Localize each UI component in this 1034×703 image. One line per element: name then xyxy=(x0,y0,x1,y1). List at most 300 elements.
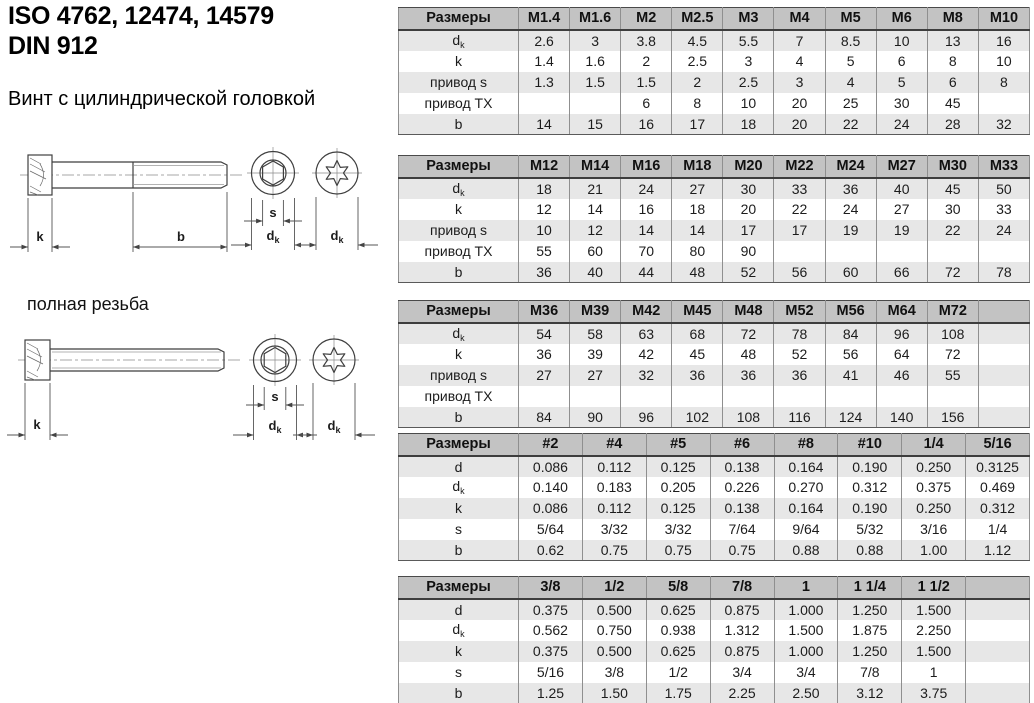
attribute-label: привод s xyxy=(399,72,519,93)
value-cell: 48 xyxy=(672,262,723,283)
spec-row xyxy=(399,456,1030,477)
value-cell xyxy=(966,641,1030,662)
value-cell: 1.3 xyxy=(519,72,570,93)
value-cell: 33 xyxy=(978,199,1029,220)
spec-row xyxy=(399,241,1030,262)
value-cell: 0.312 xyxy=(838,477,902,498)
dim-label-s: s xyxy=(271,389,279,404)
attribute-label: b xyxy=(399,540,519,561)
value-cell: 44 xyxy=(621,262,672,283)
value-cell: 0.375 xyxy=(902,477,966,498)
spec-row xyxy=(399,519,1030,540)
value-cell: 0.500 xyxy=(582,641,646,662)
value-cell: 30 xyxy=(723,178,774,199)
value-cell: 0.112 xyxy=(582,498,646,519)
value-cell: 17 xyxy=(672,114,723,135)
value-cell xyxy=(966,599,1030,620)
value-cell: 8.5 xyxy=(825,30,876,51)
value-cell: 18 xyxy=(519,178,570,199)
value-cell: 30 xyxy=(927,199,978,220)
value-cell: 72 xyxy=(927,344,978,365)
spec-row xyxy=(399,662,1030,683)
value-cell: 0.190 xyxy=(838,498,902,519)
page-title xyxy=(8,2,274,61)
value-cell: 6 xyxy=(927,72,978,93)
value-cell: 1.75 xyxy=(646,683,710,703)
value-cell: 15 xyxy=(570,114,621,135)
value-cell xyxy=(774,241,825,262)
attribute-label: $d_k$ xyxy=(399,178,519,199)
value-cell: 1.50 xyxy=(582,683,646,703)
value-cell: 12 xyxy=(570,220,621,241)
screw-head-side xyxy=(28,155,52,195)
size-column-header: M30 xyxy=(927,156,978,178)
value-cell xyxy=(927,386,978,407)
value-cell: 6 xyxy=(621,93,672,114)
spec-row xyxy=(399,30,1030,51)
value-cell: 0.88 xyxy=(838,540,902,561)
value-cell: 0.750 xyxy=(582,620,646,641)
value-cell: 22 xyxy=(825,114,876,135)
value-cell: 84 xyxy=(519,407,570,428)
value-cell xyxy=(774,386,825,407)
value-cell: 3.75 xyxy=(902,683,966,703)
value-cell: 70 xyxy=(621,241,672,262)
value-cell: 68 xyxy=(672,323,723,344)
value-cell: 5/32 xyxy=(838,519,902,540)
value-cell: 50 xyxy=(978,178,1029,199)
spec-row xyxy=(399,220,1030,241)
value-cell: 24 xyxy=(978,220,1029,241)
size-column-header: M2 xyxy=(621,8,672,30)
attribute-label: k xyxy=(399,199,519,220)
size-column-header xyxy=(978,301,1029,323)
value-cell: 78 xyxy=(978,262,1029,283)
value-cell: 0.112 xyxy=(582,456,646,477)
value-cell: 96 xyxy=(621,407,672,428)
value-cell: 56 xyxy=(774,262,825,283)
value-cell: 27 xyxy=(876,199,927,220)
value-cell xyxy=(978,344,1029,365)
end-view-hex-socket xyxy=(231,147,315,250)
value-cell: 12 xyxy=(519,199,570,220)
dim-label-b: b xyxy=(177,229,185,244)
value-cell: 0.226 xyxy=(710,477,774,498)
size-column-header: M52 xyxy=(774,301,825,323)
value-cell: 32 xyxy=(978,114,1029,135)
dim-label-dk: $d_k$ xyxy=(266,228,280,245)
value-cell xyxy=(876,241,927,262)
size-column-header: M14 xyxy=(570,156,621,178)
value-cell xyxy=(876,386,927,407)
value-cell xyxy=(723,386,774,407)
value-cell: 40 xyxy=(876,178,927,199)
value-cell: 36 xyxy=(519,262,570,283)
value-cell: 20 xyxy=(774,114,825,135)
value-cell: 3/32 xyxy=(646,519,710,540)
header-row xyxy=(399,301,1030,323)
size-column-header: 3/8 xyxy=(519,577,583,599)
value-cell: 7/8 xyxy=(838,662,902,683)
size-column-header: 5/8 xyxy=(646,577,710,599)
value-cell xyxy=(978,241,1029,262)
value-cell: 45 xyxy=(927,178,978,199)
value-cell: 0.205 xyxy=(646,477,710,498)
spec-row xyxy=(399,683,1030,703)
value-cell: 1.312 xyxy=(710,620,774,641)
din-number: DIN 912 xyxy=(8,31,98,60)
size-column-header: M48 xyxy=(723,301,774,323)
value-cell: 108 xyxy=(723,407,774,428)
value-cell: 0.250 xyxy=(902,456,966,477)
value-cell: 32 xyxy=(621,365,672,386)
value-cell xyxy=(621,386,672,407)
spec-row xyxy=(399,114,1030,135)
value-cell: 27 xyxy=(672,178,723,199)
attribute-label: s xyxy=(399,662,519,683)
value-cell: 4.5 xyxy=(672,30,723,51)
value-cell: 96 xyxy=(876,323,927,344)
value-cell: 14 xyxy=(570,199,621,220)
header-row xyxy=(399,434,1030,456)
value-cell: 45 xyxy=(927,93,978,114)
value-cell xyxy=(825,386,876,407)
value-cell: 3/8 xyxy=(582,662,646,683)
value-cell: 20 xyxy=(723,199,774,220)
value-cell: 1 xyxy=(902,662,966,683)
value-cell: 2 xyxy=(621,51,672,72)
value-cell: 5.5 xyxy=(723,30,774,51)
value-cell: 116 xyxy=(774,407,825,428)
size-column-header: M2.5 xyxy=(672,8,723,30)
value-cell: 1.5 xyxy=(621,72,672,93)
value-cell: 3/4 xyxy=(710,662,774,683)
value-cell: 0.125 xyxy=(646,498,710,519)
value-cell: 36 xyxy=(774,365,825,386)
end-view-hex-socket xyxy=(233,334,317,440)
value-cell: 0.086 xyxy=(519,456,583,477)
dim-label-dk: $d_k$ xyxy=(268,418,282,435)
value-cell: 0.270 xyxy=(774,477,838,498)
spec-row xyxy=(399,365,1030,386)
value-cell: 36 xyxy=(723,365,774,386)
size-column-header: M24 xyxy=(825,156,876,178)
value-cell: 1.000 xyxy=(774,599,838,620)
attribute-label: $d_k$ xyxy=(399,620,519,641)
value-cell: 156 xyxy=(927,407,978,428)
spec-row xyxy=(399,407,1030,428)
value-cell: 10 xyxy=(978,51,1029,72)
value-cell: 19 xyxy=(876,220,927,241)
value-cell: 10 xyxy=(519,220,570,241)
value-cell: 24 xyxy=(621,178,672,199)
value-cell: 1.5 xyxy=(570,72,621,93)
value-cell xyxy=(825,241,876,262)
row-header-label: Размеры xyxy=(399,8,519,30)
spec-row xyxy=(399,51,1030,72)
attribute-label: привод TX xyxy=(399,386,519,407)
value-cell: 72 xyxy=(927,262,978,283)
value-cell: 30 xyxy=(876,93,927,114)
value-cell xyxy=(519,386,570,407)
size-column-header: 7/8 xyxy=(710,577,774,599)
value-cell: 16 xyxy=(621,199,672,220)
value-cell: 17 xyxy=(774,220,825,241)
value-cell: 36 xyxy=(672,365,723,386)
value-cell: 1.500 xyxy=(902,599,966,620)
size-column-header: M1.6 xyxy=(570,8,621,30)
attribute-label: k xyxy=(399,498,519,519)
value-cell: 1.000 xyxy=(774,641,838,662)
value-cell: 2.250 xyxy=(902,620,966,641)
size-column-header: #6 xyxy=(710,434,774,456)
value-cell: 0.125 xyxy=(646,456,710,477)
value-cell: 3 xyxy=(570,30,621,51)
value-cell: 5 xyxy=(825,51,876,72)
end-view-torx-socket xyxy=(293,335,375,440)
value-cell xyxy=(978,407,1029,428)
size-column-header: M64 xyxy=(876,301,927,323)
value-cell: 8 xyxy=(672,93,723,114)
value-cell: 4 xyxy=(825,72,876,93)
value-cell: 2.25 xyxy=(710,683,774,703)
value-cell: 2.5 xyxy=(723,72,774,93)
value-cell: 90 xyxy=(570,407,621,428)
value-cell xyxy=(966,620,1030,641)
value-cell: 0.250 xyxy=(902,498,966,519)
value-cell: 72 xyxy=(723,323,774,344)
size-column-header: M56 xyxy=(825,301,876,323)
value-cell: 6 xyxy=(876,51,927,72)
value-cell: 0.625 xyxy=(646,641,710,662)
size-column-header: 1 1/2 xyxy=(902,577,966,599)
spec-row xyxy=(399,599,1030,620)
attribute-label: $d_k$ xyxy=(399,30,519,51)
value-cell: 1.875 xyxy=(838,620,902,641)
value-cell: 1.12 xyxy=(966,540,1030,561)
value-cell: 4 xyxy=(774,51,825,72)
value-cell xyxy=(978,323,1029,344)
spec-row xyxy=(399,477,1030,498)
value-cell: 102 xyxy=(672,407,723,428)
attribute-label: привод TX xyxy=(399,93,519,114)
value-cell xyxy=(978,365,1029,386)
value-cell xyxy=(927,241,978,262)
value-cell: 55 xyxy=(927,365,978,386)
value-cell: 140 xyxy=(876,407,927,428)
value-cell: 0.469 xyxy=(966,477,1030,498)
value-cell: 0.164 xyxy=(774,498,838,519)
attribute-label: d xyxy=(399,599,519,620)
size-column-header: #4 xyxy=(582,434,646,456)
value-cell: 41 xyxy=(825,365,876,386)
value-cell: 55 xyxy=(519,241,570,262)
size-column-header: M4 xyxy=(774,8,825,30)
size-column-header: 5/16 xyxy=(966,434,1030,456)
dim-label-dk: $d_k$ xyxy=(330,228,344,245)
value-cell: 2 xyxy=(672,72,723,93)
spec-table-metric-m12-m33 xyxy=(398,155,1030,283)
value-cell: 10 xyxy=(723,93,774,114)
attribute-label: привод s xyxy=(399,220,519,241)
value-cell: 0.875 xyxy=(710,641,774,662)
value-cell xyxy=(519,93,570,114)
spec-row xyxy=(399,93,1030,114)
value-cell: 7 xyxy=(774,30,825,51)
spec-table-metric-m36-m72 xyxy=(398,300,1030,428)
value-cell xyxy=(978,386,1029,407)
attribute-label: s xyxy=(399,519,519,540)
value-cell: 0.164 xyxy=(774,456,838,477)
value-cell xyxy=(966,683,1030,703)
value-cell: 0.75 xyxy=(710,540,774,561)
value-cell: 3 xyxy=(723,51,774,72)
attribute-label: k xyxy=(399,51,519,72)
value-cell: 60 xyxy=(570,241,621,262)
size-column-header: 1 1/4 xyxy=(838,577,902,599)
value-cell: 18 xyxy=(672,199,723,220)
attribute-label: b xyxy=(399,407,519,428)
value-cell: 17 xyxy=(723,220,774,241)
value-cell: 36 xyxy=(825,178,876,199)
value-cell: 16 xyxy=(978,30,1029,51)
value-cell: 0.375 xyxy=(519,599,583,620)
size-column-header: M18 xyxy=(672,156,723,178)
value-cell: 108 xyxy=(927,323,978,344)
size-column-header: M27 xyxy=(876,156,927,178)
size-column-header: M22 xyxy=(774,156,825,178)
value-cell: 5/16 xyxy=(519,662,583,683)
value-cell: 1.500 xyxy=(774,620,838,641)
value-cell: 0.500 xyxy=(582,599,646,620)
dim-label-k: k xyxy=(33,417,41,432)
value-cell: 39 xyxy=(570,344,621,365)
spec-row xyxy=(399,641,1030,662)
value-cell: 3.12 xyxy=(838,683,902,703)
attribute-label: b xyxy=(399,114,519,135)
size-column-header: M36 xyxy=(519,301,570,323)
value-cell: 21 xyxy=(570,178,621,199)
attribute-label: k xyxy=(399,641,519,662)
value-cell: 2.6 xyxy=(519,30,570,51)
value-cell: 22 xyxy=(774,199,825,220)
value-cell: 25 xyxy=(825,93,876,114)
value-cell: 1.00 xyxy=(902,540,966,561)
value-cell: 1.250 xyxy=(838,599,902,620)
screw-drawing-partial-thread xyxy=(0,140,390,265)
value-cell xyxy=(978,93,1029,114)
dim-label-dk: $d_k$ xyxy=(327,418,341,435)
spec-row xyxy=(399,178,1030,199)
end-view-torx-socket xyxy=(296,148,378,250)
value-cell xyxy=(966,662,1030,683)
header-row xyxy=(399,156,1030,178)
screw-drawing-full-thread xyxy=(0,310,390,460)
value-cell: 42 xyxy=(621,344,672,365)
value-cell: 48 xyxy=(723,344,774,365)
value-cell: 33 xyxy=(774,178,825,199)
value-cell: 0.625 xyxy=(646,599,710,620)
value-cell: 0.3125 xyxy=(966,456,1030,477)
spec-row xyxy=(399,386,1030,407)
value-cell: 27 xyxy=(519,365,570,386)
size-column-header: #10 xyxy=(838,434,902,456)
value-cell: 54 xyxy=(519,323,570,344)
value-cell: 3/4 xyxy=(774,662,838,683)
spec-table-imperial-small xyxy=(398,433,1030,561)
value-cell: 0.312 xyxy=(966,498,1030,519)
dim-label-k: k xyxy=(36,229,44,244)
attribute-label: $d_k$ xyxy=(399,323,519,344)
size-column-header: M42 xyxy=(621,301,672,323)
value-cell: 52 xyxy=(774,344,825,365)
size-column-header: 1/4 xyxy=(902,434,966,456)
size-column-header: M72 xyxy=(927,301,978,323)
value-cell: 60 xyxy=(825,262,876,283)
value-cell: 40 xyxy=(570,262,621,283)
size-column-header: M12 xyxy=(519,156,570,178)
size-column-header: 1 xyxy=(774,577,838,599)
row-header-label: Размеры xyxy=(399,301,519,323)
size-column-header xyxy=(966,577,1030,599)
value-cell: 36 xyxy=(519,344,570,365)
size-column-header: #8 xyxy=(774,434,838,456)
row-header-label: Размеры xyxy=(399,577,519,599)
value-cell: 13 xyxy=(927,30,978,51)
size-column-header: M16 xyxy=(621,156,672,178)
value-cell: 18 xyxy=(723,114,774,135)
value-cell: 10 xyxy=(876,30,927,51)
value-cell: 0.190 xyxy=(838,456,902,477)
spec-row xyxy=(399,323,1030,344)
value-cell: 64 xyxy=(876,344,927,365)
value-cell: 45 xyxy=(672,344,723,365)
value-cell: 2.50 xyxy=(774,683,838,703)
value-cell: 22 xyxy=(927,220,978,241)
size-column-header: M39 xyxy=(570,301,621,323)
value-cell xyxy=(570,93,621,114)
size-column-header: M3 xyxy=(723,8,774,30)
spec-row xyxy=(399,344,1030,365)
spec-row xyxy=(399,540,1030,561)
value-cell: 14 xyxy=(519,114,570,135)
page-subtitle: Винт с цилиндрической головкой xyxy=(8,88,316,110)
value-cell: 8 xyxy=(978,72,1029,93)
size-column-header: M45 xyxy=(672,301,723,323)
attribute-label: привод s xyxy=(399,365,519,386)
value-cell: 58 xyxy=(570,323,621,344)
value-cell: 0.138 xyxy=(710,498,774,519)
value-cell: 1.6 xyxy=(570,51,621,72)
value-cell: 3/32 xyxy=(582,519,646,540)
spec-table-metric-m1.4-m10 xyxy=(398,7,1030,135)
value-cell: 56 xyxy=(825,344,876,365)
value-cell: 27 xyxy=(570,365,621,386)
value-cell: 66 xyxy=(876,262,927,283)
size-column-header: 1/2 xyxy=(582,577,646,599)
value-cell: 46 xyxy=(876,365,927,386)
value-cell: 3/16 xyxy=(902,519,966,540)
value-cell: 20 xyxy=(774,93,825,114)
size-column-header: M10 xyxy=(978,8,1029,30)
value-cell: 0.375 xyxy=(519,641,583,662)
spec-row xyxy=(399,72,1030,93)
value-cell: 0.562 xyxy=(519,620,583,641)
value-cell: 2.5 xyxy=(672,51,723,72)
value-cell: 0.75 xyxy=(646,540,710,561)
value-cell xyxy=(672,386,723,407)
standard-numbers: ISO 4762, 12474, 14579 xyxy=(8,2,274,30)
